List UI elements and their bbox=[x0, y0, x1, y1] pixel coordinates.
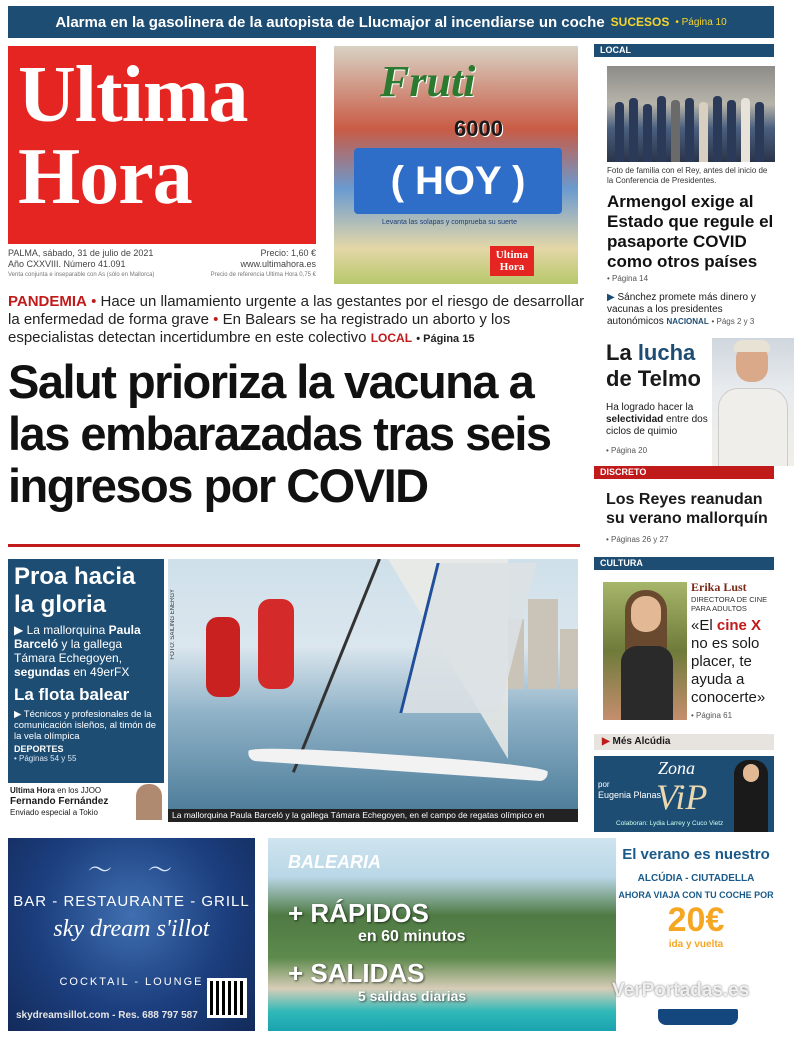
sport-page-ref: • Páginas 54 y 55 bbox=[14, 754, 77, 763]
conference-photo[interactable] bbox=[607, 66, 775, 162]
sailing-photo[interactable] bbox=[168, 559, 578, 809]
issue-number: Año CXXVIII. Número 41.091 bbox=[8, 259, 126, 269]
triangle-bullet-icon: ▶ bbox=[602, 736, 610, 747]
sanchez-text: Sánchez promete más dinero y vacunas a los presidentes autonómicos bbox=[607, 292, 756, 327]
pandemia-text-2: En Balears se ha registrado un aborto y los especialistas detectan incertidumbre en este colectivo bbox=[8, 311, 511, 346]
pandemia-lead[interactable] bbox=[8, 293, 588, 348]
triangle-bullet-icon: ▶ bbox=[607, 292, 615, 303]
top-banner-page: • Página 10 bbox=[675, 16, 727, 28]
erika-role: DIRECTORA DE CINE PARA ADULTOS bbox=[691, 595, 768, 613]
telmo-title-b: lucha bbox=[637, 340, 696, 365]
verano-price: 20€ bbox=[667, 901, 725, 939]
fruti-title: Fruti bbox=[380, 57, 476, 106]
zona-portrait-face bbox=[743, 764, 759, 782]
erika-page-ref: • Página 61 bbox=[691, 711, 733, 720]
sky-line-3: COCKTAIL - LOUNGE bbox=[59, 976, 204, 988]
qr-code-icon bbox=[207, 978, 247, 1018]
wave-icon: 〜 bbox=[88, 857, 112, 884]
balearia-line-2: en 60 minutos bbox=[358, 928, 466, 945]
photo-building bbox=[560, 629, 578, 689]
sky-line-1: BAR - RESTAURANTE - GRILL bbox=[13, 893, 250, 910]
erika-story[interactable] bbox=[691, 580, 781, 707]
pandemia-text-1: Hace un llamamiento urgente a las gestantes por el riesgo de desarrollar la enfermedad de forma grave bbox=[8, 293, 585, 328]
photo-sailor bbox=[258, 599, 294, 689]
photo-figure bbox=[685, 98, 694, 162]
telmo-text-b: entre dos ciclos de quimio bbox=[606, 414, 708, 437]
sport-result: segundas bbox=[14, 665, 71, 679]
bullet-dot: • bbox=[91, 293, 97, 310]
photo-face bbox=[631, 596, 661, 632]
section-label-discreto: DISCRETO bbox=[594, 466, 774, 479]
divider-rule bbox=[8, 544, 580, 547]
sport-name-1: Paula Barceló bbox=[14, 623, 141, 651]
sport-text-c: en 49erFX bbox=[73, 665, 130, 679]
sport-box[interactable] bbox=[8, 559, 164, 783]
photo-figure bbox=[755, 102, 764, 162]
balearia-line-1: + RÁPIDOS bbox=[288, 898, 429, 928]
telmo-summary bbox=[606, 402, 710, 438]
photo-figure bbox=[615, 102, 624, 162]
sky-dream-ad[interactable] bbox=[8, 838, 255, 1031]
photo-figure bbox=[713, 96, 722, 162]
photo-cap bbox=[734, 340, 770, 352]
fruti-brand-logo: Ultima Hora bbox=[490, 246, 534, 276]
photo-top bbox=[621, 646, 673, 720]
verano-ad[interactable] bbox=[618, 838, 774, 1031]
logo-line-2: Hora bbox=[18, 133, 192, 221]
quote-b: no es solo placer, te ayuda a conocerte» bbox=[691, 635, 766, 706]
fruti-hoy: ( HOY ) bbox=[354, 148, 562, 214]
author-avatar bbox=[136, 784, 162, 820]
sport-subtitle: La flota balear bbox=[14, 685, 130, 704]
byline-author: Fernando Fernández bbox=[10, 796, 109, 807]
zona-vip-box[interactable] bbox=[594, 756, 774, 832]
fruti-tagline: Levanta las solapas y comprueba su suerte bbox=[382, 219, 518, 226]
pandemia-keyword: PANDEMIA bbox=[8, 293, 87, 310]
main-headline[interactable]: Salut prioriza la vacuna a las embarazadas tras seis ingresos por COVID bbox=[8, 355, 551, 512]
verano-route: ALCÚDIA - CIUTADELLA bbox=[637, 873, 755, 884]
top-banner[interactable] bbox=[8, 6, 774, 38]
date: PALMA, sábado, 31 de julio de 2021 bbox=[8, 248, 154, 258]
erika-quote bbox=[691, 617, 781, 707]
zona-por: por bbox=[598, 780, 610, 789]
balearia-line-4: 5 salidas diarias bbox=[358, 988, 467, 1004]
byline-pub-tail: en los JJOO bbox=[57, 786, 102, 795]
verano-price-note: ida y vuelta bbox=[668, 939, 724, 950]
quote-bold: cine X bbox=[716, 617, 762, 634]
fine-print-right: Precio de referencia Ultima Hora 0,75 € bbox=[210, 272, 316, 278]
photo-figure bbox=[671, 100, 680, 162]
website-link[interactable]: www.ultimahora.es bbox=[240, 259, 316, 269]
telmo-text-bold: selectividad bbox=[606, 414, 664, 425]
sailing-photo-caption: La mallorquina Paula Barceló y la gallega Támara Echegoyen, en el campo de regatas olímpico en Enoshima. bbox=[168, 809, 578, 822]
mas-alcudia-label: Més Alcúdia bbox=[612, 736, 671, 747]
vip-label: ViP bbox=[656, 777, 708, 817]
sky-contact: skydreamsillot.com - Res. 688 797 587 bbox=[16, 1010, 198, 1021]
photo-figure bbox=[657, 96, 666, 162]
wave-icon: 〜 bbox=[148, 857, 172, 884]
pandemia-section: LOCAL bbox=[370, 331, 413, 345]
price: Precio: 1,60 € bbox=[260, 248, 316, 258]
bullet-dot: • bbox=[213, 311, 219, 328]
sport-section: DEPORTES bbox=[14, 744, 64, 754]
triangle-bullet-icon: ▶ bbox=[14, 623, 24, 637]
sanchez-story[interactable] bbox=[607, 292, 782, 328]
photo-figure bbox=[741, 98, 750, 162]
telmo-page-ref: • Página 20 bbox=[606, 446, 648, 455]
zona-collab: Colaboran: Lydia Larrey y Cuco Vietz bbox=[616, 820, 724, 827]
dateline bbox=[8, 248, 316, 281]
telmo-photo[interactable] bbox=[712, 338, 794, 466]
byline-pub: Ultima Hora bbox=[10, 786, 55, 795]
zona-author: Eugenia Planas bbox=[598, 790, 662, 800]
balearia-ad[interactable] bbox=[268, 838, 616, 1031]
quote-a: «El bbox=[691, 617, 713, 634]
armengol-headline[interactable]: Armengol exige al Estado que regule el pasaporte COVID como otros países bbox=[607, 192, 774, 271]
ship-icon bbox=[658, 1009, 738, 1025]
photo-credit: FOTO: SAILING ENERGY bbox=[170, 589, 176, 660]
sport-byline bbox=[8, 784, 164, 822]
sport-title: Proa hacia la gloria bbox=[14, 563, 136, 618]
reyes-headline[interactable]: Los Reyes reanudan su verano mallorquín bbox=[606, 491, 768, 527]
section-label-local: LOCAL bbox=[594, 44, 774, 57]
triangle-bullet-icon: ▶ bbox=[14, 709, 22, 720]
telmo-headline[interactable] bbox=[606, 340, 701, 392]
photo-figure bbox=[629, 98, 638, 162]
sky-line-2: sky dream s'illot bbox=[53, 916, 210, 942]
section-label-cultura: CULTURA bbox=[594, 557, 774, 570]
fruti-ad[interactable] bbox=[334, 46, 578, 284]
erika-name: Erika Lust bbox=[691, 580, 747, 594]
photo-figure bbox=[643, 104, 652, 162]
logo-line-1: Ultima bbox=[18, 51, 248, 139]
telmo-title-c: de Telmo bbox=[606, 366, 701, 391]
telmo-text-a: Ha logrado hacer la bbox=[606, 402, 694, 413]
top-banner-section: SUCESOS bbox=[610, 15, 670, 29]
photo-figure bbox=[727, 100, 736, 162]
photo-sailor bbox=[206, 617, 240, 697]
balearia-logo: BALEARIA bbox=[288, 852, 381, 872]
armengol-page-ref: • Página 14 bbox=[607, 274, 649, 283]
sport-sub-text bbox=[14, 709, 158, 742]
verano-title: El verano es nuestro bbox=[622, 846, 770, 863]
fine-print-left: Venta conjunta e inseparable con As (sólo en Mallorca) bbox=[8, 272, 155, 278]
sanchez-page-ref: • Págs 2 y 3 bbox=[711, 317, 755, 326]
watermark: VerPortadas.es bbox=[612, 980, 750, 1001]
conference-photo-caption: Foto de familia con el Rey, antes del inicio de la Conferencia de Presidentes. bbox=[607, 166, 768, 185]
fruti-number: 6000 bbox=[454, 116, 503, 141]
top-banner-text: Alarma en la gasolinera de la autopista de Llucmajor al incendiarse un coche bbox=[55, 13, 605, 31]
photo-building bbox=[528, 599, 558, 689]
balearia-line-3: + SALIDAS bbox=[288, 958, 425, 988]
sanchez-section: NACIONAL bbox=[666, 317, 709, 326]
masthead-logo[interactable] bbox=[8, 46, 316, 244]
mas-alcudia-link[interactable] bbox=[594, 734, 774, 750]
photo-figure bbox=[699, 102, 708, 162]
zona-label: Zona bbox=[658, 758, 696, 778]
sport-text-a: La mallorquina bbox=[26, 623, 106, 637]
byline-role: Enviado especial a Tokio bbox=[10, 808, 98, 817]
sport-text-b: y la gallega Támara Echegoyen, bbox=[14, 637, 123, 665]
telmo-title-a: La bbox=[606, 340, 632, 365]
sport-sub-text-body: Técnicos y profesionales de la comunicación isleños, al timón de la vela olímpica bbox=[14, 709, 157, 742]
sport-text bbox=[14, 623, 158, 679]
photo-body bbox=[718, 388, 788, 466]
reyes-page-ref: • Páginas 26 y 27 bbox=[606, 535, 669, 544]
erika-photo[interactable] bbox=[603, 582, 687, 720]
pandemia-page-ref: • Página 15 bbox=[416, 333, 475, 345]
verano-offer: AHORA VIAJA CON TU COCHE POR bbox=[618, 890, 774, 900]
